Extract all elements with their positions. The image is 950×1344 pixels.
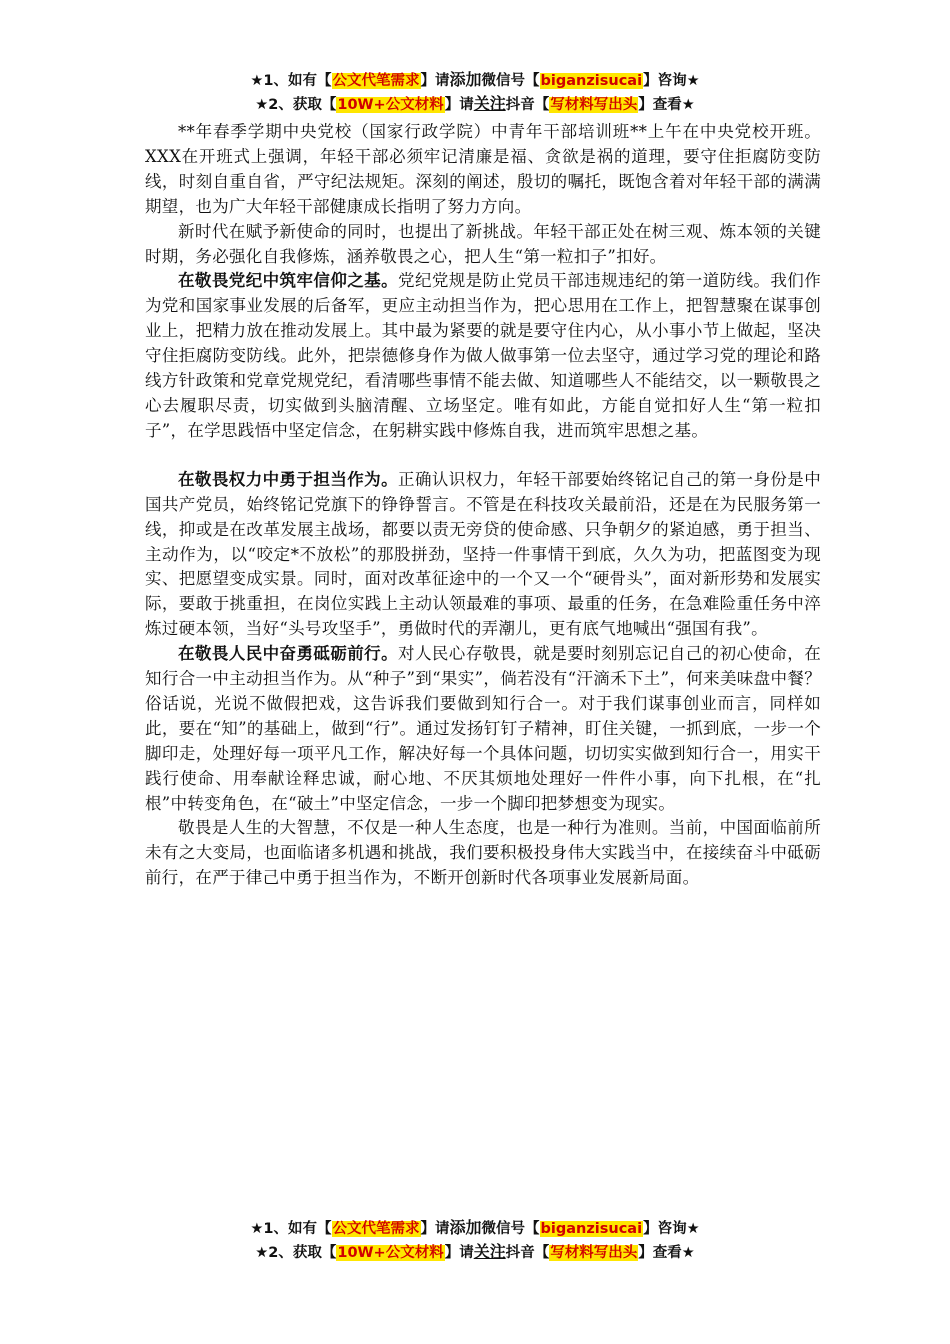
paragraph-power	[145, 468, 821, 642]
banner-text: 】请	[420, 73, 450, 89]
banner-text: 】请	[420, 1221, 450, 1237]
banner-line-1	[0, 1216, 950, 1240]
banner-text: ★1、如有【	[250, 73, 332, 89]
highlight-service: 公文代笔需求	[332, 73, 420, 89]
highlight-wechat-id: biganzisucai	[540, 73, 643, 89]
banner-text: 】请	[444, 1245, 474, 1261]
banner-text: ★2、获取【	[255, 97, 337, 113]
banner-emphasis: 添加	[449, 70, 482, 89]
banner-text: 微信号【	[481, 73, 540, 89]
banner-text: 微信号【	[481, 1221, 540, 1237]
highlight-materials: 10W+公文材料	[337, 97, 444, 113]
banner-line-1	[0, 68, 950, 92]
paragraph-text: 党纪党规是防止党员干部违规违纪的第一道防线。我们作为党和国家事业发展的后备军，更应主动担当作为，把心思用在工作上，把智慧聚在谋事创业上，把精力放在推动发展上。其中最为紧要的就是要守住内心，从小事小节上做起，坚决守住拒腐防变防线。此外，把崇德修身作为做人做事第一位去坚守，通过学习党的理论和路线方针政策和党章党规党纪，看清哪些事情不能去做、知道哪些人不能结交，以一颗敬畏之心去履职尽责，切实做到头脑清醒、立场坚定。唯有如此，方能自觉扣好人生“第一粒扣子”，在学思践悟中坚定信念，在躬耕实践中修炼自我，进而筑牢思想之基。	[145, 271, 821, 440]
paragraph-challenge: 新时代在赋予新使命的同时，也提出了新挑战。年轻干部正处在树三观、炼本领的关键时期，务必强化自我修炼，涵养敬畏之心，把人生“第一粒扣子”扣好。	[145, 221, 821, 266]
paragraph-discipline	[145, 269, 821, 443]
banner-text: 】查看★	[638, 97, 695, 113]
banner-emphasis: 添加	[449, 1218, 482, 1237]
section-heading: 在敬畏人民中奋勇砥砺前行。	[178, 644, 399, 664]
banner-text: 抖音【	[505, 97, 550, 113]
paragraph-text: 对人民心存敬畏，就是要时刻别忘记自己的初心使命，在知行合一中主动担当作为。从“种子”到“果实”，倘若没有“汗滴禾下土”，何来美味盘中餐？俗话说，光说不做假把戏，这告诉我们要做到知行合一。对于我们谋事创业而言，同样如此，要在“知”的基础上，做到“行”。通过发扬钉钉子精神，盯住关键，一抓到底，一步一个脚印走，处理好每一项平凡工作，解决好每一个具体问题，切切实实做到知行合一，用实干践行使命、用奉献诠释忠诚，耐心地、不厌其烦地处理好一件件小事，向下扎根，在“扎根”中转变角色，在“破土”中坚定信念，一步一个脚印把梦想变为现实。	[145, 644, 821, 813]
paragraph-text: 正确认识权力，年轻干部要始终铭记自己的第一身份是中国共产党员，始终铭记党旗下的铮铮誓言。不管是在科技攻关最前沿，还是在为民服务第一线，抑或是在改革发展主战场，都要以责无旁贷的使命感、只争朝夕的紧迫感，勇于担当、主动作为，以“咬定*不放松”的那股拼劲，坚持一件事情干到底，久久为功，把蓝图变为现实、把愿望变成实景。同时，面对改革征途中的一个又一个“硬骨头”，面对新形势和发展实际，要敢于挑重担，在岗位实践上主动认领最难的事项、最重的任务，在急难险重任务中淬炼过硬本领，当好“头号攻坚手”，勇做时代的弄潮儿，更有底气地喊出“强国有我”。	[145, 469, 821, 639]
article-body	[145, 120, 821, 891]
top-banner	[0, 68, 950, 116]
paragraph-people	[145, 642, 821, 816]
paragraph-conclusion: 敬畏是人生的大智慧，不仅是一种人生态度，也是一种行为准则。当前，中国面临前所未有之大变局，也面临诸多机遇和挑战，我们要积极投身伟大实践当中，在接续奋斗中砥砺前行，在严于律己中勇于担当作为，不断开创新时代各项事业发展新局面。	[145, 818, 821, 888]
banner-text: 抖音【	[505, 1245, 550, 1261]
banner-text: 】请	[444, 97, 474, 113]
highlight-douyin-account: 写材料写出头	[550, 97, 638, 113]
highlight-wechat-id: biganzisucai	[540, 1221, 643, 1237]
banner-text: ★1、如有【	[250, 1221, 332, 1237]
banner-line-2	[0, 92, 950, 116]
banner-text: 】咨询★	[643, 73, 700, 89]
highlight-douyin-account: 写材料写出头	[550, 1245, 638, 1261]
section-heading: 在敬畏权力中勇于担当作为。	[178, 469, 399, 489]
paragraph-intro: **年春季学期中央党校（国家行政学院）中青年干部培训班**上午在中央党校开班。XXX在开班式上强调，年轻干部必须牢记清廉是福、贪欲是祸的道理，要守住拒腐防变防线，时刻自重自省，严守纪法规矩。深刻的阐述，殷切的嘱托，既饱含着对年轻干部的满满期望，也为广大年轻干部健康成长指明了努力方向。	[145, 122, 821, 216]
banner-text: 】查看★	[638, 1245, 695, 1261]
banner-text: ★2、获取【	[255, 1245, 337, 1261]
highlight-service: 公文代笔需求	[332, 1221, 420, 1237]
banner-emphasis: 关注	[473, 94, 506, 113]
highlight-materials: 10W+公文材料	[337, 1245, 444, 1261]
banner-emphasis: 关注	[473, 1242, 506, 1261]
banner-line-2	[0, 1240, 950, 1264]
bottom-banner	[0, 1216, 950, 1264]
banner-text: 】咨询★	[643, 1221, 700, 1237]
section-heading: 在敬畏党纪中筑牢信仰之基。	[178, 271, 399, 291]
